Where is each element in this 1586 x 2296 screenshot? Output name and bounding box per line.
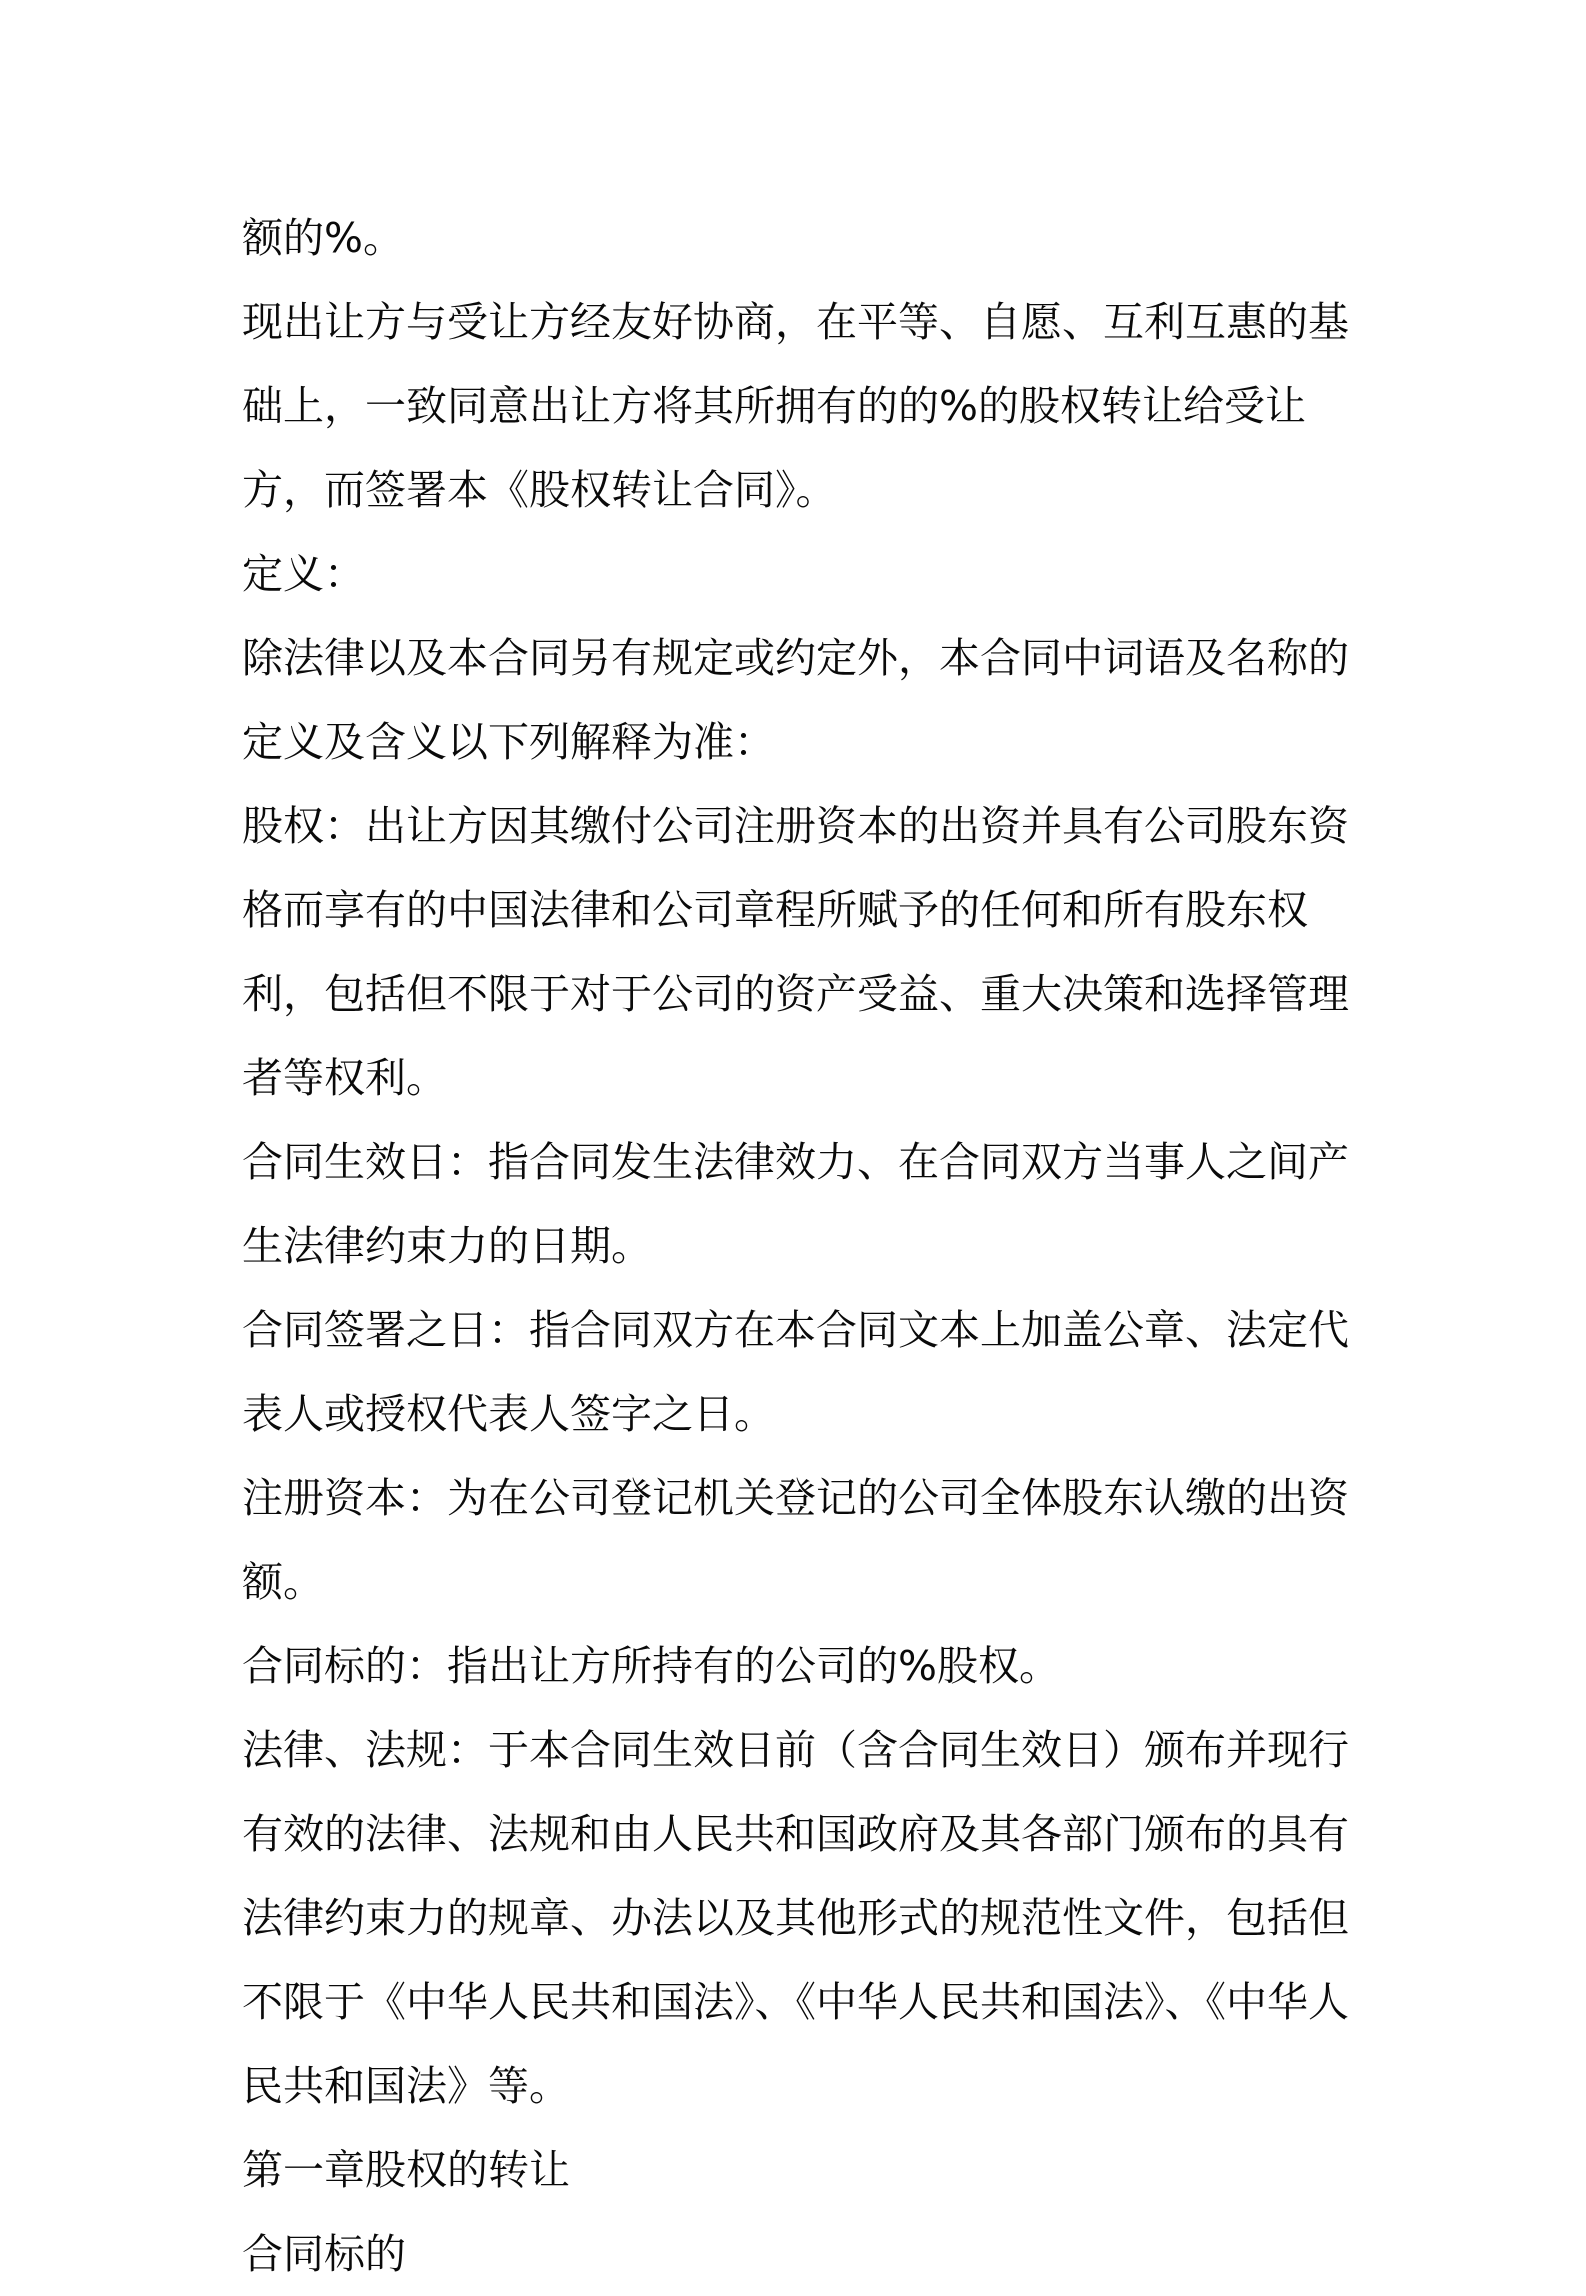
definition-signing-date: 合同签署之日：指合同双方在本合同文本上加盖公章、法定代表人或授权代表人签字之日。 — [242, 1306, 1349, 1438]
section-title-contract-subject: 合同标的 — [242, 2230, 406, 2278]
document-body — [242, 196, 1362, 2296]
paragraph-definitions-intro: 除法律以及本合同另有规定或约定外，本合同中词语及名称的定义及含义以下列解释为准： — [242, 634, 1349, 766]
paragraph-preamble: 现出让方与受让方经友好协商，在平等、自愿、互利互惠的基础上，一致同意出让方将其所拥有的的%的股权转让给受让方，而签署本《股权转让合同》。 — [242, 298, 1349, 514]
definition-registered-capital: 注册资本：为在公司登记机关登记的公司全体股东认缴的出资额。 — [242, 1474, 1349, 1606]
paragraph-continuation: 额的%。 — [242, 214, 404, 262]
definition-effective-date: 合同生效日：指合同发生法律效力、在合同双方当事人之间产生法律约束力的日期。 — [242, 1138, 1349, 1270]
definition-equity: 股权：出让方因其缴付公司注册资本的出资并具有公司股东资格而享有的中国法律和公司章程所赋予的任何和所有股东权利，包括但不限于对于公司的资产受益、重大决策和选择管理者等权利。 — [242, 802, 1349, 1102]
definition-contract-subject: 合同标的：指出让方所持有的公司的%股权。 — [242, 1642, 1060, 1690]
definition-laws-regulations: 法律、法规：于本合同生效日前（含合同生效日）颁布并现行有效的法律、法规和由人民共和国政府及其各部门颁布的具有法律约束力的规章、办法以及其他形式的规范性文件，包括但不限于《中华人民共和国法》、《中华人民共和国法》、《中华人民共和国法》等。 — [242, 1726, 1349, 2110]
chapter-one-title: 第一章股权的转让 — [242, 2146, 570, 2194]
heading-definitions: 定义： — [242, 550, 365, 598]
